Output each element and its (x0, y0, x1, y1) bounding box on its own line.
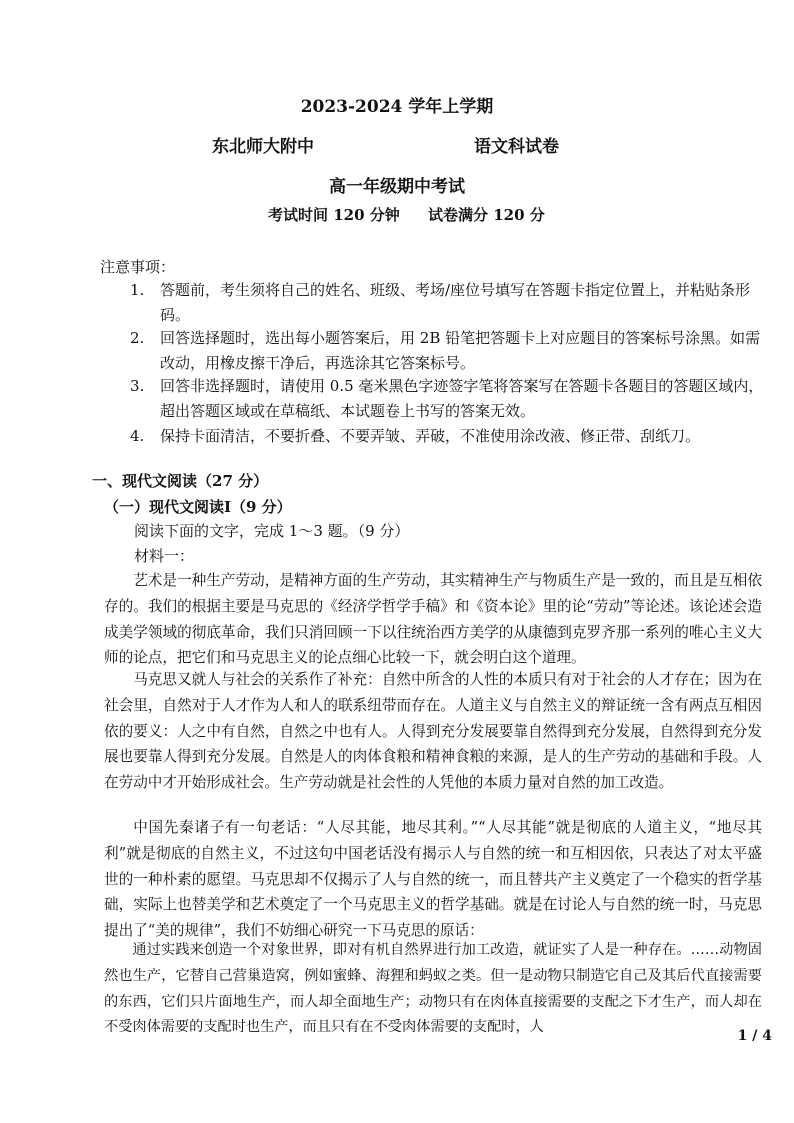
section-subtitle: （一）现代文阅读Ⅰ（9 分） (104, 498, 292, 516)
page-number: 1 / 4 (737, 1028, 772, 1044)
notice-item-number: 4. (130, 427, 145, 445)
notice-item-text: 回答非选择题时，请使用 0.5 毫米黑色字迹签字笔将答案写在答题卡各题目的答题区域内，超出答题区域或在草稿纸、本试题卷上书写的答案无效。 (160, 377, 764, 420)
exam-time: 考试时间 120 分钟 (268, 206, 400, 224)
paragraph: 马克思又就人与社会的关系作了补充：自然中所含的人性的本质只有对于社会的人才存在；因为在社会里，自然对于人才作为人和人的联系纽带而存在。人道主义与自然主义的辩证统一含有两点互相因依的要义：人之中有自然，自然之中也有人。人得到充分发展要靠自然得到充分发展，自然得到充分发展也要靠人得到充分发展。自然是人的肉体食粮和精神食粮的来源，是人的生产劳动的基础和手段。人在劳动中才开始形成社会。生产劳动就是社会性的人凭他的本质力量对自然的加工改造。 (104, 671, 762, 792)
notice-item-number: 2. (130, 329, 145, 347)
notice-item (130, 326, 770, 376)
exam-year-term: 2023-2024 学年上学期 (300, 97, 494, 117)
notice-item-number: 3. (130, 377, 145, 395)
notice-item (130, 424, 770, 449)
notice-title: 注意事项： (100, 258, 176, 276)
notice-item-number: 1. (130, 281, 145, 299)
section-title: 一、现代文阅读（27 分） (92, 472, 269, 490)
exam-title: 高一年级期中考试 (329, 177, 465, 197)
exam-score: 试卷满分 120 分 (428, 206, 545, 224)
reading-instruction: 阅读下面的文字，完成 1～3 题。（9 分） (134, 522, 410, 540)
paragraph: 中国先秦诸子有一句老话：“人尽其能，地尽其利。”“人尽其能”就是彻底的人道主义，“地尽其利”就是彻底的自然主义，不过这句中国老话没有揭示人与自然的统一和互相因依，只表达了对太平盛世的一种朴素的愿望。马克思却不仅揭示了人与自然的统一，而且替共产主义奠定了一个稳实的哲学基础，实际上也替美学和艺术奠定了一个马克思主义的哲学基础。就是在讨论人与自然的统一时，马克思提出了“美的规律”，我们不妨细心研究一下马克思的原话： (104, 819, 762, 940)
exam-subject: 语文科试卷 (474, 137, 559, 157)
school-name: 东北师大附中 (212, 137, 314, 157)
paragraph: 艺术是一种生产劳动，是精神方面的生产劳动，其实精神生产与物质生产是一致的，而且是互相依存的。我们的根据主要是马克思的《经济学哲学手稿》和《资本论》里的论“劳动”等论述。该论述会造成美学领域的彻底革命，我们只消回顾一下以往统治西方美学的从康德到克罗齐那一系列的唯心主义大师的论点，把它们和马克思主义的论点细心比较一下，就会明白这个道理。 (104, 572, 762, 667)
notice-item-text: 回答选择题时，选出每小题答案后，用 2B 铅笔把答题卡上对应题目的答案标号涂黑。如需改动，用橡皮擦干净后，再选涂其它答案标号。 (160, 329, 761, 372)
notice-item (130, 278, 770, 328)
material-label: 材料一： (134, 547, 195, 565)
notice-item-text: 保持卡面清洁，不要折叠、不要弄皱、弄破，不准使用涂改液、修正带、刮纸刀。 (160, 427, 701, 445)
paragraph-quote: 通过实践来创造一个对象世界，即对有机自然界进行加工改造，就证实了人是一种存在。……动物固然也生产，它替自己营巢造窝，例如蜜蜂、海狸和蚂蚁之类。但一是动物只制造它自己及其后代直接需要的东西，它们只片面地生产，而人却全面地生产；动物只有在肉体直接需要的支配之下才生产，而人却在不受肉体需要的支配时也生产，而且只有在不受肉体需要的支配时，人 (104, 942, 762, 1036)
notice-item-text: 答题前，考生须将自己的姓名、班级、考场/座位号填写在答题卡指定位置上，并粘贴条形码。 (160, 281, 751, 324)
notice-item (130, 374, 770, 424)
